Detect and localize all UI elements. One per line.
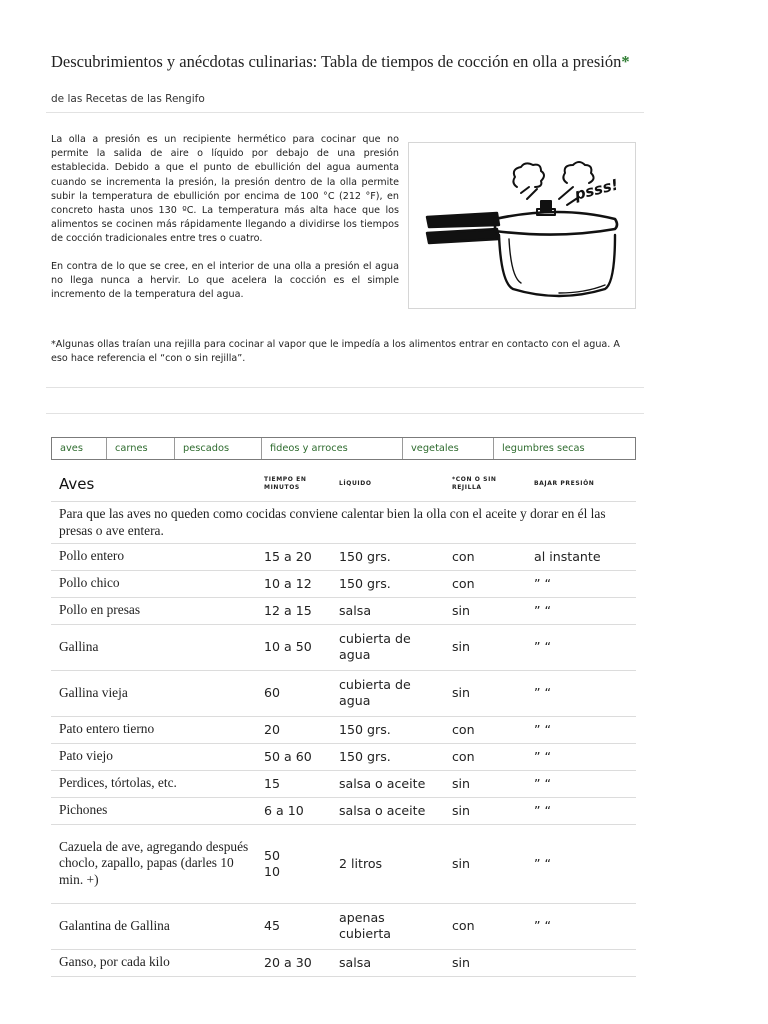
byline: de las Recetas de las Rengifo bbox=[51, 93, 205, 105]
row-release: ” “ bbox=[526, 770, 636, 797]
row-liquid: cubierta de agua bbox=[331, 670, 444, 716]
table-title: Aves bbox=[51, 467, 256, 501]
row-name: Pichones bbox=[51, 797, 256, 824]
table-row bbox=[51, 670, 636, 716]
row-name: Ganso, por cada kilo bbox=[51, 949, 256, 976]
row-name: Perdices, tórtolas, etc. bbox=[51, 770, 256, 797]
row-liquid: 150 grs. bbox=[331, 543, 444, 570]
row-liquid: salsa o aceite bbox=[331, 770, 444, 797]
row-rack: sin bbox=[444, 949, 526, 976]
row-liquid: 150 grs. bbox=[331, 743, 444, 770]
table-row bbox=[51, 624, 636, 670]
table-row bbox=[51, 770, 636, 797]
divider bbox=[46, 112, 644, 113]
row-release: ” “ bbox=[526, 624, 636, 670]
page-title bbox=[51, 52, 631, 72]
row-time: 20 a 30 bbox=[256, 949, 331, 976]
row-rack: con bbox=[444, 716, 526, 743]
row-time: 6 a 10 bbox=[256, 797, 331, 824]
tab-fideos-y-arroces[interactable]: fideos y arroces bbox=[262, 438, 403, 459]
table-row bbox=[51, 597, 636, 624]
tab-carnes[interactable]: carnes bbox=[107, 438, 175, 459]
tab-legumbres-secas[interactable]: legumbres secas bbox=[502, 443, 585, 454]
table-header-row bbox=[51, 467, 636, 501]
row-time: 15 a 20 bbox=[256, 543, 331, 570]
row-liquid: 150 grs. bbox=[331, 570, 444, 597]
row-time: 20 bbox=[256, 716, 331, 743]
row-liquid: salsa bbox=[331, 597, 444, 624]
intro-paragraph-1: La olla a presión es un recipiente hermético para cocinar que no permite la salida de aire o líquido por debajo de una presión establecida. Debido a que el punto de ebullición del agua aumenta cuando se incrementa la presión, la presión dentro de la olla permite subir la temperatura de ebullición por encima de 100 °C (212 °F), en concreto hasta unos 130 ºC. La temperatura más alta hace que los alimentos se cocinen más rápidamente llegando a dividirse los tiempos de cocción tradicionales entre tres o cuatro. bbox=[51, 134, 399, 245]
row-time: 45 bbox=[256, 903, 331, 949]
table-row bbox=[51, 949, 636, 976]
table-row bbox=[51, 543, 636, 570]
tab-aves[interactable]: aves bbox=[52, 438, 107, 459]
table-description-row bbox=[51, 501, 636, 543]
row-liquid: salsa bbox=[331, 949, 444, 976]
row-time: 12 a 15 bbox=[256, 597, 331, 624]
row-name: Gallina bbox=[51, 624, 256, 670]
column-header-rack: *CON O SIN REJILLA bbox=[444, 467, 526, 501]
row-name: Pollo chico bbox=[51, 570, 256, 597]
row-name: Pollo en presas bbox=[51, 597, 256, 624]
table-row bbox=[51, 570, 636, 597]
table-row bbox=[51, 716, 636, 743]
row-name: Cazuela de ave, agregando después choclo, zapallo, papas (darles 10 min. +) bbox=[51, 824, 256, 903]
pressure-cooker-icon bbox=[409, 143, 635, 308]
divider bbox=[46, 413, 644, 414]
row-liquid: 2 litros bbox=[331, 824, 444, 903]
row-rack: con bbox=[444, 743, 526, 770]
tab-vegetales[interactable]: vegetales bbox=[403, 438, 494, 459]
row-release: ” “ bbox=[526, 716, 636, 743]
table-row bbox=[51, 743, 636, 770]
row-rack: sin bbox=[444, 670, 526, 716]
row-release: ” “ bbox=[526, 597, 636, 624]
row-time: 50 10 bbox=[256, 824, 331, 903]
row-liquid: salsa o aceite bbox=[331, 797, 444, 824]
column-header-liquid: LÍQUIDO bbox=[331, 467, 444, 501]
row-rack: con bbox=[444, 543, 526, 570]
table-row bbox=[51, 797, 636, 824]
intro-text bbox=[51, 133, 399, 315]
row-rack: sin bbox=[444, 797, 526, 824]
row-name: Pato entero tierno bbox=[51, 716, 256, 743]
row-release: ” “ bbox=[526, 797, 636, 824]
row-name: Pollo entero bbox=[51, 543, 256, 570]
title-asterisk: * bbox=[621, 52, 630, 71]
row-rack: con bbox=[444, 570, 526, 597]
tab-pescados[interactable]: pescados bbox=[175, 438, 262, 459]
rack-footnote: *Algunas ollas traían una rejilla para cocinar al vapor que le impedía a los alimentos entrar en contacto con el agua. A eso hace referencia el “con o sin rejilla”. bbox=[51, 339, 620, 365]
row-time: 10 a 50 bbox=[256, 624, 331, 670]
divider bbox=[46, 387, 644, 388]
row-time: 15 bbox=[256, 770, 331, 797]
row-release: ” “ bbox=[526, 743, 636, 770]
row-time: 50 a 60 bbox=[256, 743, 331, 770]
row-release: ” “ bbox=[526, 570, 636, 597]
row-time: 60 bbox=[256, 670, 331, 716]
column-header-time: TIEMPO EN MINUTOS bbox=[256, 467, 331, 501]
row-name: Gallina vieja bbox=[51, 670, 256, 716]
table-description: Para que las aves no queden como cocidas conviene calentar bien la olla con el aceite y dorar en él las presas o ave entera. bbox=[51, 501, 636, 543]
row-rack: sin bbox=[444, 597, 526, 624]
row-release: al instante bbox=[526, 543, 636, 570]
row-rack: sin bbox=[444, 624, 526, 670]
row-liquid: cubierta de agua bbox=[331, 624, 444, 670]
row-release bbox=[526, 949, 636, 976]
row-liquid: 150 grs. bbox=[331, 716, 444, 743]
row-time: 10 a 12 bbox=[256, 570, 331, 597]
row-rack: sin bbox=[444, 770, 526, 797]
steam-sound-text: psss! bbox=[572, 175, 621, 204]
row-rack: sin bbox=[444, 824, 526, 903]
row-name: Galantina de Gallina bbox=[51, 903, 256, 949]
row-name: Pato viejo bbox=[51, 743, 256, 770]
row-release: ” “ bbox=[526, 670, 636, 716]
page-title-text: Descubrimientos y anécdotas culinarias: Tabla de tiempos de cocción en olla a presión bbox=[51, 52, 622, 71]
table-row bbox=[51, 903, 636, 949]
row-release: ” “ bbox=[526, 824, 636, 903]
row-rack: con bbox=[444, 903, 526, 949]
row-liquid: apenas cubierta bbox=[331, 903, 444, 949]
table-row bbox=[51, 824, 636, 903]
row-release: ” “ bbox=[526, 903, 636, 949]
intro-paragraph-2: En contra de lo que se cree, en el interior de una olla a presión el agua no llega nunca a hervir. Lo que acelera la cocción es el simple incremento de la temperatura del agua. bbox=[51, 260, 399, 301]
pressure-cooker-illustration bbox=[408, 142, 636, 309]
column-header-release: BAJAR PRESIÓN bbox=[526, 467, 636, 501]
category-tabs bbox=[51, 437, 636, 460]
cooking-times-table bbox=[51, 467, 636, 977]
